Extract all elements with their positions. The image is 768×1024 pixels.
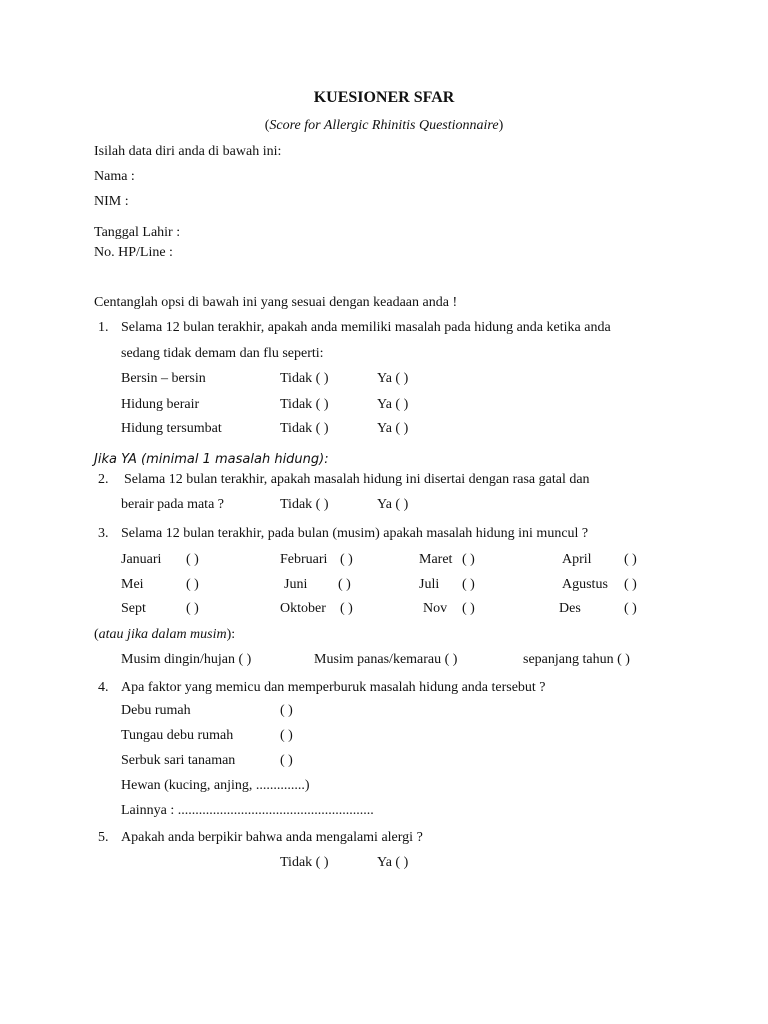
- season-label-open: (: [94, 627, 99, 642]
- month-label: Mei: [121, 577, 144, 592]
- q4-debu-checkbox[interactable]: ( ): [280, 703, 293, 718]
- month-checkbox[interactable]: ( ): [340, 601, 353, 616]
- month-checkbox[interactable]: ( ): [624, 577, 637, 592]
- season-option-panas[interactable]: Musim panas/kemarau ( ): [314, 652, 458, 667]
- jika-ya-note: Jika YA (minimal 1 masalah hidung):: [94, 452, 329, 467]
- q4-item-tungau: Tungau debu rumah: [121, 728, 234, 743]
- month-checkbox[interactable]: ( ): [340, 552, 353, 567]
- q4-text: Apa faktor yang memicu dan memperburuk masalah hidung anda tersebut ?: [121, 680, 546, 695]
- q3-number: 3.: [98, 526, 109, 541]
- month-checkbox[interactable]: ( ): [186, 601, 199, 616]
- q1-berair-ya[interactable]: Ya ( ): [377, 397, 409, 412]
- q1-tersumbat-ya[interactable]: Ya ( ): [377, 421, 409, 436]
- q1-berair-tidak[interactable]: Tidak ( ): [280, 397, 329, 412]
- field-nama: Nama :: [94, 169, 135, 184]
- season-label: [94, 627, 235, 643]
- month-checkbox[interactable]: ( ): [186, 577, 199, 592]
- q4-item-debu: Debu rumah: [121, 703, 191, 718]
- q2-number: 2.: [98, 472, 109, 487]
- page-subtitle: [0, 118, 768, 134]
- month-checkbox[interactable]: ( ): [338, 577, 351, 592]
- q4-item-lainnya[interactable]: Lainnya : ........................................................: [121, 803, 374, 818]
- q2-line1: Selama 12 bulan terakhir, apakah masalah hidung ini disertai dengan rasa gatal dan: [124, 472, 590, 487]
- q1-item-bersin: Bersin – bersin: [121, 371, 206, 386]
- month-label: Maret: [419, 552, 453, 567]
- month-checkbox[interactable]: ( ): [186, 552, 199, 567]
- month-checkbox[interactable]: ( ): [624, 601, 637, 616]
- season-option-dingin[interactable]: Musim dingin/hujan ( ): [121, 652, 252, 667]
- q2-ya[interactable]: Ya ( ): [377, 497, 409, 512]
- month-label: Des: [559, 601, 581, 616]
- q1-bersin-tidak[interactable]: Tidak ( ): [280, 371, 329, 386]
- q5-number: 5.: [98, 830, 109, 845]
- month-label: Juni: [284, 577, 308, 592]
- month-label: April: [562, 552, 592, 567]
- intro-text: Isilah data diri anda di bawah ini:: [94, 144, 282, 159]
- q1-line2: sedang tidak demam dan flu seperti:: [121, 346, 324, 361]
- q4-item-serbuk: Serbuk sari tanaman: [121, 753, 236, 768]
- subtitle-close: ): [498, 118, 504, 133]
- q1-number: 1.: [98, 320, 109, 335]
- q2-line2: berair pada mata ?: [121, 497, 224, 512]
- page-title: KUESIONER SFAR: [313, 89, 455, 106]
- q2-tidak[interactable]: Tidak ( ): [280, 497, 329, 512]
- month-checkbox[interactable]: ( ): [462, 577, 475, 592]
- month-label: Juli: [419, 577, 440, 592]
- field-tanggal-lahir: Tanggal Lahir :: [94, 225, 181, 240]
- month-checkbox[interactable]: ( ): [624, 552, 637, 567]
- q5-tidak[interactable]: Tidak ( ): [280, 855, 329, 870]
- q4-item-hewan[interactable]: Hewan (kucing, anjing, ..............): [121, 778, 310, 793]
- subtitle-open: (: [264, 118, 270, 133]
- month-label: Sept: [121, 601, 146, 616]
- field-nim: NIM :: [94, 194, 129, 209]
- q5-text: Apakah anda berpikir bahwa anda mengalami alergi ?: [121, 830, 423, 845]
- season-label-italic: atau jika dalam musim: [98, 627, 227, 642]
- q3-text: Selama 12 bulan terakhir, pada bulan (musim) apakah masalah hidung ini muncul ?: [121, 526, 589, 541]
- month-label: Oktober: [280, 601, 326, 616]
- month-label: Februari: [280, 552, 328, 567]
- subtitle-italic: Score for Allergic Rhinitis Questionnaire: [269, 118, 499, 133]
- q5-ya[interactable]: Ya ( ): [377, 855, 409, 870]
- season-label-close: ):: [226, 627, 236, 642]
- month-checkbox[interactable]: ( ): [462, 552, 475, 567]
- month-label: Nov: [423, 601, 448, 616]
- q4-tungau-checkbox[interactable]: ( ): [280, 728, 293, 743]
- month-checkbox[interactable]: ( ): [462, 601, 475, 616]
- season-option-sepanjang[interactable]: sepanjang tahun ( ): [523, 652, 630, 667]
- field-hp-line: No. HP/Line :: [94, 245, 173, 260]
- q1-bersin-ya[interactable]: Ya ( ): [377, 371, 409, 386]
- month-label: Agustus: [562, 577, 608, 592]
- q1-item-tersumbat: Hidung tersumbat: [121, 421, 222, 436]
- q4-serbuk-checkbox[interactable]: ( ): [280, 753, 293, 768]
- month-label: Januari: [121, 552, 162, 567]
- q4-number: 4.: [98, 680, 109, 695]
- q1-tersumbat-tidak[interactable]: Tidak ( ): [280, 421, 329, 436]
- instruction-text: Centanglah opsi di bawah ini yang sesuai dengan keadaan anda !: [94, 295, 458, 310]
- q1-line1: Selama 12 bulan terakhir, apakah anda memiliki masalah pada hidung anda ketika anda: [121, 320, 611, 335]
- q1-item-berair: Hidung berair: [121, 397, 200, 412]
